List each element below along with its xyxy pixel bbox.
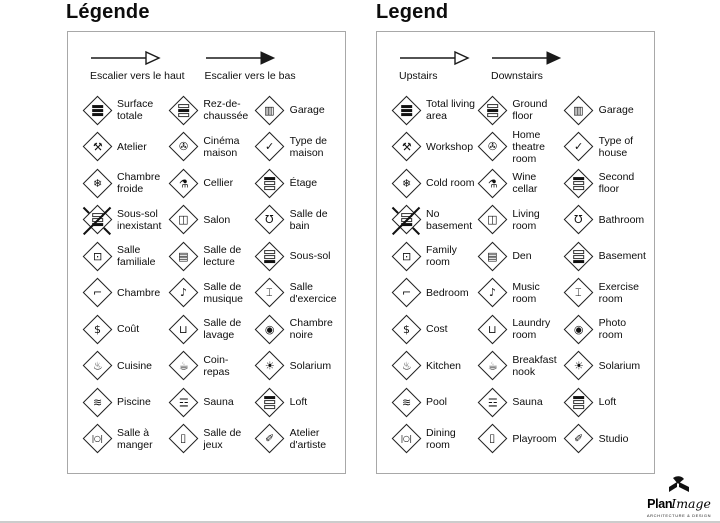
- bedroom-icon: ⌐: [82, 278, 112, 308]
- legend-item-label: Pool: [426, 396, 448, 409]
- legend-item: [82, 311, 168, 348]
- legend-item-label: Salon: [203, 213, 231, 226]
- breakfast-nook-icon: ☕: [477, 351, 507, 381]
- no-basement-icon: [82, 205, 112, 235]
- legend-item: [391, 238, 477, 275]
- second-floor-icon: [564, 168, 594, 198]
- stair-up-arrow-icon: [399, 50, 471, 66]
- legend-item-label: Type of house: [598, 134, 634, 159]
- loft-icon: [255, 387, 285, 417]
- stair-down-legend: [491, 50, 563, 82]
- wine-cellar-icon: ⚗: [477, 168, 507, 198]
- den-icon: ▤: [477, 241, 507, 271]
- legend-item-label: Sauna: [512, 396, 543, 409]
- stair-up-legend: [399, 50, 471, 82]
- legend-item-label: Playroom: [512, 432, 557, 445]
- legend-item-label: Salle de bain: [289, 207, 328, 232]
- legend-item: [255, 165, 341, 202]
- stair-down-label: Escalier vers le bas: [204, 70, 296, 82]
- legend-item-label: Sous-sol inexistant: [117, 207, 162, 232]
- legend-item-label: Bedroom: [426, 286, 469, 299]
- legend-item-label: Piscine: [117, 396, 151, 409]
- planimage-wordmark: [647, 496, 711, 512]
- french-legend-title: Légende: [66, 1, 150, 23]
- legend-item-label: Chambre froide: [117, 171, 161, 196]
- legend-item-label: Type de maison: [289, 134, 328, 159]
- legend-item: [391, 348, 477, 385]
- stair-down-arrow-icon: [205, 50, 277, 66]
- legend-item-label: Family room: [426, 244, 457, 269]
- house-type-icon: ✓: [564, 132, 594, 162]
- cost-icon: $: [391, 314, 421, 344]
- legend-item-label: Chambre: [117, 286, 161, 299]
- solarium-icon: ☀: [564, 351, 594, 381]
- legend-item-label: Breakfast nook: [512, 353, 557, 378]
- photo-room-icon: ◉: [564, 314, 594, 344]
- legend-item: [391, 275, 477, 312]
- house-type-icon: ✓: [255, 132, 285, 162]
- legend-item-label: Garage: [598, 104, 634, 117]
- legend-item-label: Wine cellar: [512, 171, 538, 196]
- loft-icon: [564, 387, 594, 417]
- stair-up-label: Upstairs: [399, 70, 438, 82]
- home-theatre-icon: ✇: [168, 132, 198, 162]
- legend-item: [82, 275, 168, 312]
- legend-item: [477, 92, 563, 129]
- legend-item-label: Cinéma maison: [203, 134, 240, 159]
- stair-up-arrow-icon: [90, 50, 162, 66]
- legend-item: [564, 275, 650, 312]
- bathroom-icon: ℧: [255, 205, 285, 235]
- planimage-logo: [643, 476, 715, 518]
- sauna-icon: ☲: [168, 387, 198, 417]
- den-icon: ▤: [168, 241, 198, 271]
- brand-image-text: Image: [671, 496, 711, 511]
- ground-floor-icon: [477, 95, 507, 125]
- legend-item: [82, 384, 168, 421]
- legend-item: [168, 384, 254, 421]
- legend-item: [477, 348, 563, 385]
- second-floor-icon: [255, 168, 285, 198]
- english-legend-grid: [391, 92, 650, 457]
- legend-item: [564, 238, 650, 275]
- legend-item-label: Coin-repas: [203, 353, 230, 378]
- legend-item: [255, 311, 341, 348]
- pool-icon: ≋: [82, 387, 112, 417]
- legend-item: [391, 311, 477, 348]
- legend-item: [477, 202, 563, 239]
- legend-item: [564, 421, 650, 458]
- legend-item-label: Étage: [289, 177, 318, 190]
- legend-item-label: Home theatre room: [512, 128, 546, 165]
- brand-plan-text: Plan: [647, 497, 673, 511]
- studio-icon: ✐: [255, 424, 285, 454]
- stair-up-legend: [90, 50, 185, 82]
- french-legend-panel: [67, 31, 346, 474]
- legend-item-label: Den: [512, 250, 532, 263]
- legend-item-label: Loft: [289, 396, 308, 409]
- legend-item: [477, 384, 563, 421]
- legend-item: [391, 129, 477, 166]
- basement-icon: [564, 241, 594, 271]
- legend-item: [477, 165, 563, 202]
- legend-item-label: Sauna: [203, 396, 234, 409]
- workshop-icon: ⚒: [391, 132, 421, 162]
- legend-item: [564, 202, 650, 239]
- legend-item-label: Cuisine: [117, 359, 153, 372]
- legend-item-label: Salle de jeux: [203, 426, 242, 451]
- legend-item-label: Solarium: [598, 359, 641, 372]
- garage-icon: ▥: [255, 95, 285, 125]
- living-room-icon: ◫: [477, 205, 507, 235]
- legend-item: [255, 348, 341, 385]
- wine-cellar-icon: ⚗: [168, 168, 198, 198]
- legend-item: [391, 384, 477, 421]
- legend-item: [168, 202, 254, 239]
- solarium-icon: ☀: [255, 351, 285, 381]
- legend-item-label: Chambre noire: [289, 317, 333, 342]
- legend-item-label: Sous-sol: [289, 250, 331, 263]
- legend-item-label: Salle familiale: [117, 244, 156, 269]
- playroom-icon: ▯: [168, 424, 198, 454]
- sauna-icon: ☲: [477, 387, 507, 417]
- kitchen-icon: ♨: [82, 351, 112, 381]
- laundry-room-icon: ⊔: [477, 314, 507, 344]
- home-theatre-icon: ✇: [477, 132, 507, 162]
- legend-item: [82, 129, 168, 166]
- logo-tagline: ARCHITECTURE & DESIGN: [646, 513, 712, 518]
- legend-item: [168, 129, 254, 166]
- total-living-area-icon: [82, 95, 112, 125]
- legend-item: [255, 129, 341, 166]
- legend-item: [168, 311, 254, 348]
- legend-item: [168, 165, 254, 202]
- legend-item: [82, 202, 168, 239]
- legend-item: [564, 384, 650, 421]
- cost-icon: $: [82, 314, 112, 344]
- dining-room-icon: |○|: [82, 424, 112, 454]
- legend-item-label: Second floor: [598, 171, 635, 196]
- legend-item-label: Cold room: [426, 177, 475, 190]
- pool-icon: ≋: [391, 387, 421, 417]
- no-basement-icon: [391, 205, 421, 235]
- legend-item: [255, 275, 341, 312]
- legend-item-label: Atelier: [117, 140, 147, 153]
- legend-item-label: Salle de lecture: [203, 244, 242, 269]
- legend-item: [255, 384, 341, 421]
- french-legend-grid: [82, 92, 341, 457]
- playroom-icon: ▯: [477, 424, 507, 454]
- garage-icon: ▥: [564, 95, 594, 125]
- legend-item-label: Laundry room: [512, 317, 551, 342]
- legend-item: [564, 92, 650, 129]
- legend-item-label: Photo room: [598, 317, 627, 342]
- legend-item: [391, 92, 477, 129]
- planimage-logo-graphic: [666, 476, 692, 496]
- living-room-icon: ◫: [168, 205, 198, 235]
- exercise-room-icon: ⌶: [564, 278, 594, 308]
- legend-item: [82, 92, 168, 129]
- legend-item-label: Surface totale: [117, 98, 154, 123]
- legend-item: [255, 202, 341, 239]
- legend-item: [477, 275, 563, 312]
- bedroom-icon: ⌐: [391, 278, 421, 308]
- workshop-icon: ⚒: [82, 132, 112, 162]
- legend-item-label: Bathroom: [598, 213, 645, 226]
- laundry-room-icon: ⊔: [168, 314, 198, 344]
- legend-item-label: Dining room: [426, 426, 456, 451]
- french-stair-arrows: [82, 50, 341, 82]
- legend-item-label: Kitchen: [426, 359, 462, 372]
- legend-item: [477, 238, 563, 275]
- legend-item: [477, 311, 563, 348]
- legend-item: [168, 275, 254, 312]
- legend-item: [82, 238, 168, 275]
- legend-item-label: Rez-de-chaussée: [203, 98, 249, 123]
- legend-item-label: Living room: [512, 207, 540, 232]
- exercise-room-icon: ⌶: [255, 278, 285, 308]
- legend-item-label: Total living area: [426, 98, 476, 123]
- studio-icon: ✐: [564, 424, 594, 454]
- stair-up-label: Escalier vers le haut: [90, 70, 185, 82]
- legend-item: [255, 92, 341, 129]
- legend-item-label: Atelier d'artiste: [289, 426, 327, 451]
- legend-item-label: Salle de musique: [203, 280, 244, 305]
- legend-item-label: Studio: [598, 432, 629, 445]
- stair-down-legend: [205, 50, 296, 82]
- kitchen-icon: ♨: [391, 351, 421, 381]
- legend-item: [82, 348, 168, 385]
- legend-item-label: Solarium: [289, 359, 332, 372]
- legend-item-label: Garage: [289, 104, 325, 117]
- legend-item-label: Cost: [426, 323, 448, 336]
- english-legend-title: Legend: [376, 1, 449, 23]
- legend-item-label: Music room: [512, 280, 540, 305]
- legend-item: [477, 129, 563, 166]
- legend-item: [391, 421, 477, 458]
- legend-item-label: Exercise room: [598, 280, 639, 305]
- ground-floor-icon: [168, 95, 198, 125]
- legend-item: [477, 421, 563, 458]
- legend-item-label: No basement: [426, 207, 473, 232]
- legend-item: [168, 348, 254, 385]
- legend-item-label: Salle de lavage: [203, 317, 242, 342]
- legend-item-label: Ground floor: [512, 98, 548, 123]
- legend-item-label: Workshop: [426, 140, 474, 153]
- english-stair-arrows: [391, 50, 650, 82]
- dining-room-icon: |○|: [391, 424, 421, 454]
- cold-room-icon: ❄: [391, 168, 421, 198]
- legend-item: [391, 202, 477, 239]
- basement-icon: [255, 241, 285, 271]
- legend-item: [564, 311, 650, 348]
- stair-down-label: Downstairs: [491, 70, 543, 82]
- bathroom-icon: ℧: [564, 205, 594, 235]
- music-room-icon: ♪: [477, 278, 507, 308]
- photo-room-icon: ◉: [255, 314, 285, 344]
- legend-item-label: Coût: [117, 323, 140, 336]
- legend-item: [564, 348, 650, 385]
- legend-item: [391, 165, 477, 202]
- cold-room-icon: ❄: [82, 168, 112, 198]
- legend-item: [82, 165, 168, 202]
- legend-item: [564, 165, 650, 202]
- legend-item: [255, 238, 341, 275]
- legend-item-label: Salle à manger: [117, 426, 153, 451]
- total-living-area-icon: [391, 95, 421, 125]
- legend-item: [168, 238, 254, 275]
- legend-item-label: Loft: [598, 396, 617, 409]
- breakfast-nook-icon: ☕: [168, 351, 198, 381]
- legend-item-label: Salle d'exercice: [289, 280, 337, 305]
- legend-item: [255, 421, 341, 458]
- legend-item: [168, 421, 254, 458]
- stair-down-arrow-icon: [491, 50, 563, 66]
- music-room-icon: ♪: [168, 278, 198, 308]
- english-legend-panel: [376, 31, 655, 474]
- legend-item-label: Basement: [598, 250, 646, 263]
- family-room-icon: ⊡: [391, 241, 421, 271]
- legend-item-label: Cellier: [203, 177, 234, 190]
- family-room-icon: ⊡: [82, 241, 112, 271]
- legend-item: [82, 421, 168, 458]
- legend-item: [168, 92, 254, 129]
- legend-item: [564, 129, 650, 166]
